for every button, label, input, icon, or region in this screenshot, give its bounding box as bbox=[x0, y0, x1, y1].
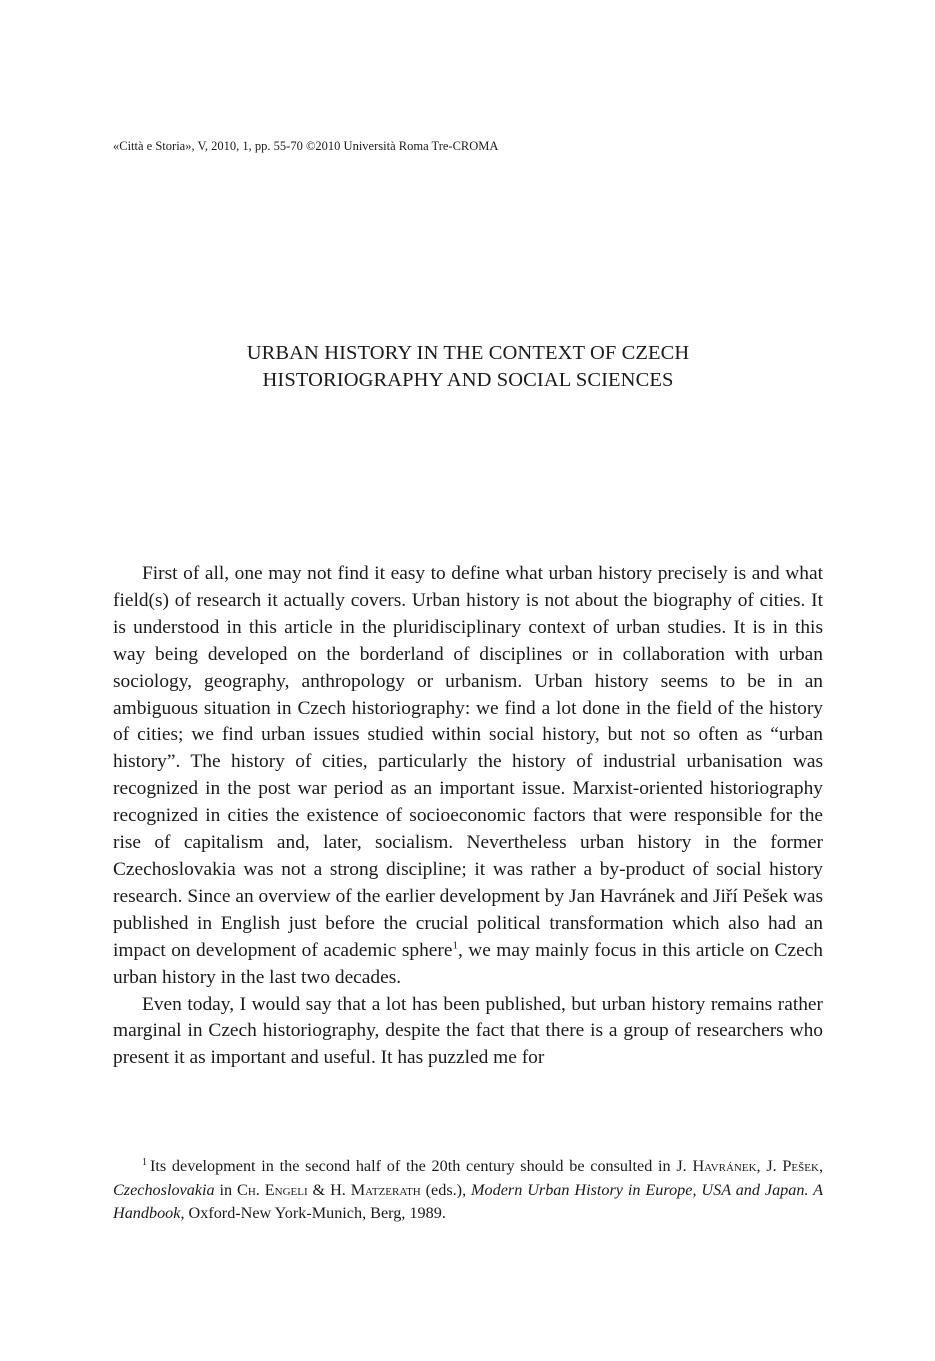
title-line-1: URBAN HISTORY IN THE CONTEXT OF CZECH bbox=[246, 342, 690, 364]
running-header: «Città e Storia», V, 2010, 1, pp. 55-70 ©2010 Università Roma Tre-CROMA bbox=[113, 139, 499, 153]
footnotes bbox=[113, 1155, 823, 1226]
footnote-text: Its development in the second half of the 20th century should be consulted in J. bbox=[150, 1157, 693, 1175]
paragraph-2: Even today, I would say that a lot has been published, but urban history remains rather marginal in Czech historiography, despite the fact that there is a group of researchers who present it as important and useful. It has puzzled me for bbox=[113, 993, 823, 1069]
footnote-text: (eds.), bbox=[420, 1180, 472, 1199]
footnote-text: & H. bbox=[307, 1180, 351, 1199]
article-title bbox=[113, 340, 823, 394]
footnote-editor: Ch. Engeli bbox=[237, 1180, 308, 1199]
article-body bbox=[113, 561, 823, 1072]
footnote-editor: Matzerath bbox=[350, 1180, 421, 1199]
footnote-work-title: Czechoslovakia bbox=[113, 1180, 215, 1199]
paragraph-1 bbox=[113, 561, 823, 992]
footnote-author: Havránek bbox=[692, 1157, 757, 1175]
paragraph-1-text-a: First of all, one may not find it easy to define what urban history precisely is and what field(s) of research it actually covers. Urban history is not about the biography of cities. It is understood in this article in the pluridisciplinary context of urban studies. It is in this way being developed on the borderland of disciplines or in collaboration with urban sociology, geography, anthropology or urbanism. Urban history seems to be in an ambiguous situation in Czech historiography: we find a lot done in the field of the history of cities; we find urban issues studied within social history, but not so often as “urban history”. The history of cities, particularly the history of industrial urbanisation was recognized in the post war period as an important issue. Marxist-oriented historiography recognized in cities the existence of socioeconomic factors that were responsible for the rise of capitalism and, later, socialism. Nevertheless urban history in the former Czechoslovakia was not a strong discipline; it was rather a by-product of social history research. Since an overview of the earlier development by Jan Havránek and Jiří Pešek was published in English just before the crucial political transformation which also had an impact on development of academic sphere bbox=[113, 563, 823, 961]
paragraph-1-text-b: , we may mainly focus in this article on Czech urban history in the last two decades. bbox=[113, 939, 823, 988]
footnote-text: , Oxford-New York-Munich, Berg, 1989. bbox=[180, 1204, 446, 1222]
footnote-text: , bbox=[818, 1157, 823, 1175]
footnote-reference-1[interactable]: 1 bbox=[452, 939, 458, 952]
footnote-1 bbox=[113, 1155, 823, 1226]
footnote-book-title: Modern Urban History in Europe, USA and Japan. A Handbook bbox=[113, 1180, 824, 1222]
footnote-text: , J. bbox=[756, 1157, 783, 1175]
footnote-author: Pešek bbox=[782, 1157, 819, 1175]
title-line-2: HISTORIOGRAPHY AND SOCIAL SCIENCES bbox=[262, 369, 674, 391]
footnote-number-1: 1 bbox=[142, 1156, 147, 1168]
footnote-text: in bbox=[214, 1180, 238, 1199]
